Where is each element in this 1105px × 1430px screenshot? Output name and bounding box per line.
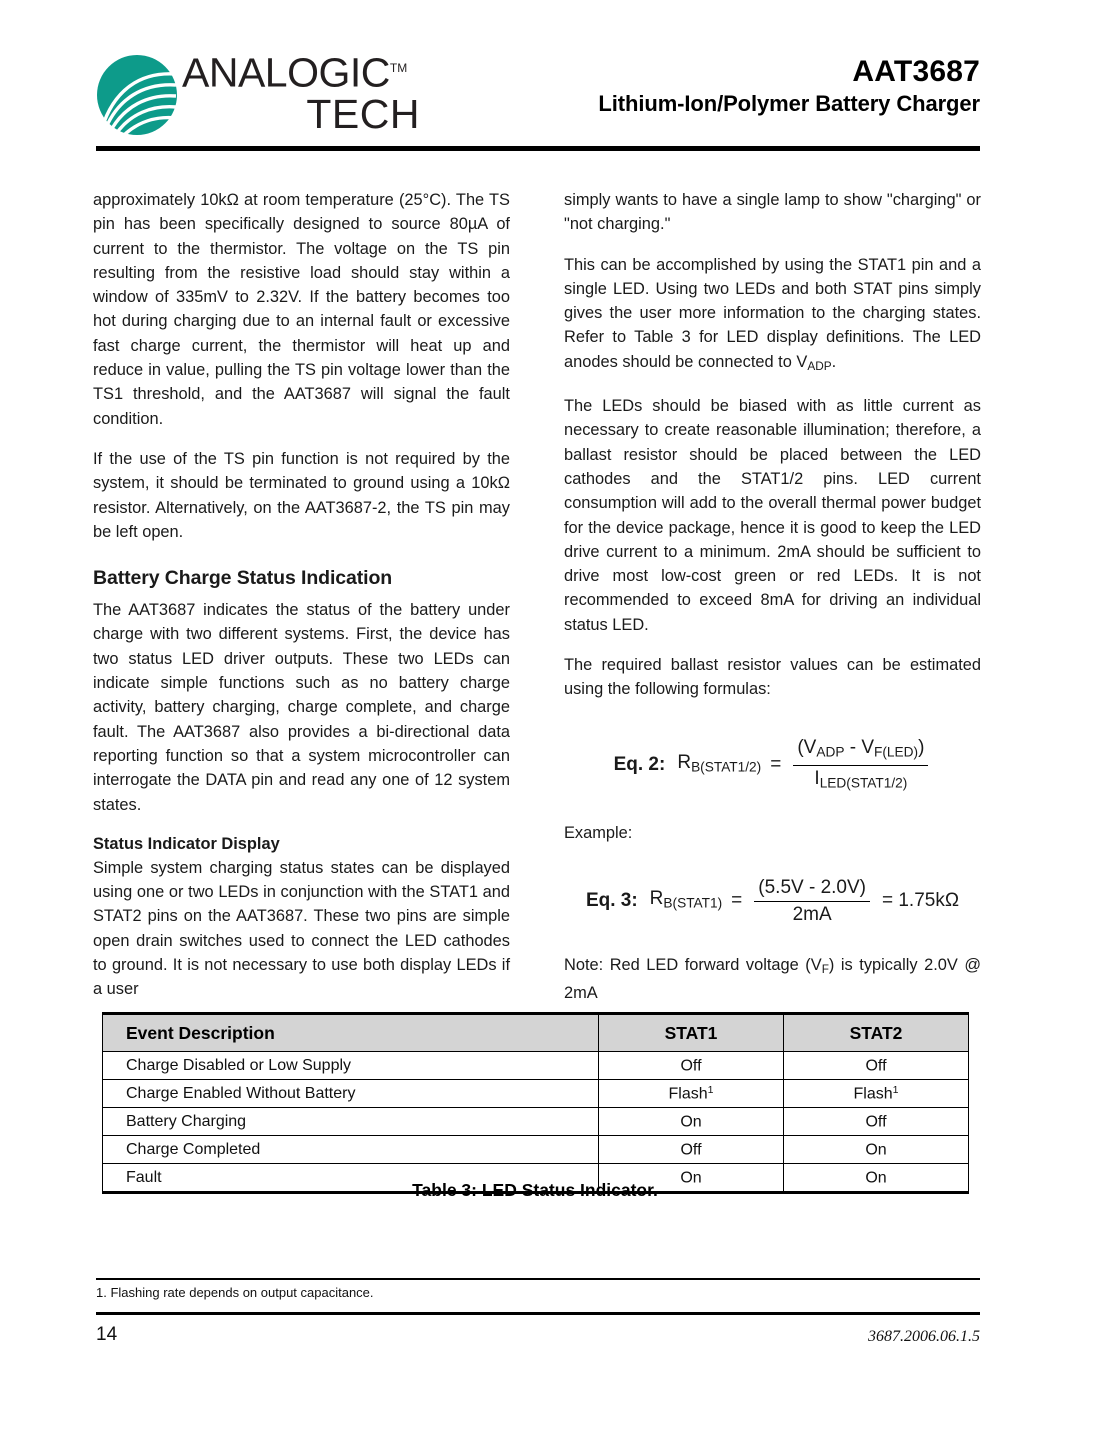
paragraph-ts-pin-unused: If the use of the TS pin function is not required by the system, it should be terminated to ground using a 10kΩ resistor. Alternatively, on the AAT3687-2, the TS pin may be left open.: [93, 449, 510, 541]
footnote-divider-rule: [96, 1278, 980, 1280]
equation-3-lhs-sub: B(STAT1): [663, 895, 723, 911]
table-row: [103, 1136, 969, 1164]
equation-2-denominator: [793, 766, 928, 795]
equation-2-lhs-sub: B(STAT1/2): [691, 759, 762, 775]
footnote-text: 1. Flashing rate depends on output capacitance.: [96, 1285, 374, 1300]
table-cell-stat1-footnote-ref: 1: [707, 1083, 714, 1096]
table-row: [103, 1052, 969, 1080]
logo-line-tech: TECH: [306, 90, 420, 137]
table-cell-event: Charge Enabled Without Battery: [103, 1080, 599, 1108]
document-revision: 3687.2006.06.1.5: [868, 1328, 980, 1345]
eq2-den-main: I: [814, 767, 820, 789]
table-cell-stat1-value: Off: [680, 1057, 702, 1075]
eq2-num-sub1: ADP: [816, 743, 845, 759]
table-cell-event: Charge Completed: [103, 1136, 599, 1164]
paragraph-single-lamp: simply wants to have a single lamp to show "charging" or "not charging.": [564, 191, 981, 234]
table-cell-stat1-value: On: [680, 1169, 702, 1187]
table-header-event-description: Event Description: [103, 1014, 599, 1052]
equation-3-denominator: 2mA: [792, 903, 832, 925]
eq2-num-mid: - V: [844, 736, 875, 758]
table-cell-stat1: [599, 1108, 784, 1136]
part-subtitle: Lithium-Ion/Polymer Battery Charger: [598, 91, 980, 116]
part-number: AAT3687: [852, 55, 980, 88]
equation-2-lhs-main: R: [677, 752, 692, 774]
eq2-num-sub2: F(LED): [874, 743, 919, 759]
page-number: 14: [96, 1324, 118, 1345]
paragraph-stat1-led: [564, 253, 981, 378]
table-cell-stat1: [599, 1080, 784, 1108]
table-cell-event: Charge Disabled or Low Supply: [103, 1052, 599, 1080]
equation-2-body: [677, 736, 931, 796]
section-heading-battery-charge-status: Battery Charge Status Indication: [93, 567, 393, 590]
eq2-num-post: ): [918, 736, 925, 758]
paragraph-led-bias: The LEDs should be biased with as little current as necessary to create reasonable illumination; therefore, a ballast resistor should be placed between the LED cathodes and the STAT1/2 pins. LED current consumption will add to the overall thermal power budget for the device package, hence it is good to keep the LED drive current to a minimum. 2mA should be sufficient to drive most low-cost green or red LEDs. It is not recommended to exceed 8mA for driving an individual status LED.: [564, 397, 981, 634]
table-cell-event: Battery Charging: [103, 1108, 599, 1136]
eq2-den-sub: LED(STAT1/2): [819, 775, 908, 791]
table-cell-stat2: [784, 1136, 969, 1164]
equation-3-result: = 1.75kΩ: [881, 890, 960, 912]
led-status-table: [102, 1012, 969, 1194]
equation-3-numerator: (5.5V - 2.0V): [754, 876, 870, 902]
table-header-stat2: STAT2: [784, 1014, 969, 1052]
table-cell-stat2-value: Off: [865, 1113, 887, 1131]
table-caption: Table 3: LED Status Indicator.: [412, 1180, 658, 1200]
equation-2: [564, 736, 981, 796]
right-text-column: [564, 188, 981, 1021]
table-cell-stat2-value: On: [865, 1169, 887, 1187]
table-cell-stat2: [784, 1080, 969, 1108]
paragraph-status-systems: The AAT3687 indicates the status of the battery under charge with two different systems. First, the device has two status LED driver outputs. These two LEDs can indicate simple functions such as no battery charge activity, battery charging, charge complete, and charge fault. The AAT3687 also provides a bi-directional data reporting function so that a system microcontroller can interrogate the DATA pin and read any one of 12 system states.: [93, 601, 510, 814]
equation-3-equals: =: [731, 890, 743, 912]
table-cell-stat1: [599, 1052, 784, 1080]
vf-subscript: F: [821, 961, 829, 976]
table-cell-stat2: [784, 1052, 969, 1080]
table-header-stat1: STAT1: [599, 1014, 784, 1052]
trademark-symbol: TM: [389, 61, 408, 75]
equation-3: [564, 876, 981, 927]
paragraph-stat1-led-text: This can be accomplished by using the STAT1 pin and a single LED. Using two LEDs and both STAT pins simply gives the user more information to the charging states. Refer to Table 3 for LED display definitions. The LED anodes should be connected to V: [564, 255, 981, 371]
equation-2-fraction: [793, 736, 928, 796]
table-cell-event: Fault: [103, 1164, 599, 1193]
table-cell-stat1: [599, 1136, 784, 1164]
equation-3-label: Eq. 3:: [585, 890, 638, 912]
equation-3-lhs: [650, 887, 722, 916]
table-row: [103, 1080, 969, 1108]
note-red-led-forward-voltage: [564, 953, 981, 1006]
footer-divider-rule: [96, 1312, 980, 1315]
header-divider-rule: [96, 146, 980, 151]
paragraph-ts-pin-thermistor: approximately 10kΩ at room temperature (25°C). The TS pin has been specifically designed to source 80µA of current to the thermistor. The voltage on the TS pin resulting from the resistive load should stay within a window of 335mV to 2.32V. If the battery becomes too hot during charging due to an internal fault or excessive fast charge current, the thermistor will heat up and reduce in value, pulling the TS pin voltage lower than the TS1 threshold, and the AAT3687 will signal the fault condition.: [93, 191, 510, 428]
paragraph-status-display: Simple system charging status states can be displayed using one or two LEDs in conjunction with the STAT1 and STAT2 pins on the AAT3687. These two pins are simple open drain switches used to connect the LED cathodes to ground. It is not necessary to use both display LEDs if a user: [93, 858, 510, 999]
table-cell-stat2-value: Flash: [853, 1085, 893, 1103]
equation-3-fraction: [754, 876, 870, 927]
equation-3-body: [650, 876, 959, 927]
logo-text-analogic: ANALOGIC: [182, 49, 390, 96]
note-text-a: Note: Red LED forward voltage (V: [564, 955, 822, 974]
table-row: [103, 1108, 969, 1136]
analogic-tech-logo-icon: [96, 54, 178, 136]
example-label: Example:: [564, 824, 633, 843]
note-text-b: ) is typically 2.0V @ 2mA: [564, 955, 982, 1002]
page-header: [96, 42, 980, 142]
subheading-status-indicator-display: Status Indicator Display: [93, 834, 280, 853]
equation-3-lhs-main: R: [649, 887, 664, 909]
table-cell-stat2-footnote-ref: 1: [892, 1083, 899, 1096]
table-cell-stat2-value: On: [865, 1141, 887, 1159]
header-title-block: [380, 54, 980, 118]
left-text-column: [93, 188, 510, 1018]
equation-2-lhs: [677, 751, 761, 780]
paragraph-ballast-formula-intro: The required ballast resistor values can be estimated using the following formulas:: [564, 655, 981, 699]
led-status-table-wrap: [102, 1012, 968, 1194]
paragraph-stat1-led-period: .: [831, 352, 837, 371]
table-header-row: [103, 1014, 969, 1052]
table-cell-stat2: [784, 1108, 969, 1136]
table-cell-stat2-value: Off: [865, 1057, 887, 1075]
equation-2-equals: =: [770, 754, 782, 776]
table-cell-stat1-value: Off: [680, 1141, 702, 1159]
equation-2-numerator: [793, 736, 928, 766]
table-cell-stat1-value: Flash: [668, 1085, 708, 1103]
company-logo: [96, 48, 420, 144]
eq2-num-pre: (V: [797, 736, 817, 758]
equation-2-label: Eq. 2:: [613, 754, 666, 776]
vadp-subscript: ADP: [807, 358, 832, 373]
table-cell-stat1-value: On: [680, 1113, 702, 1131]
